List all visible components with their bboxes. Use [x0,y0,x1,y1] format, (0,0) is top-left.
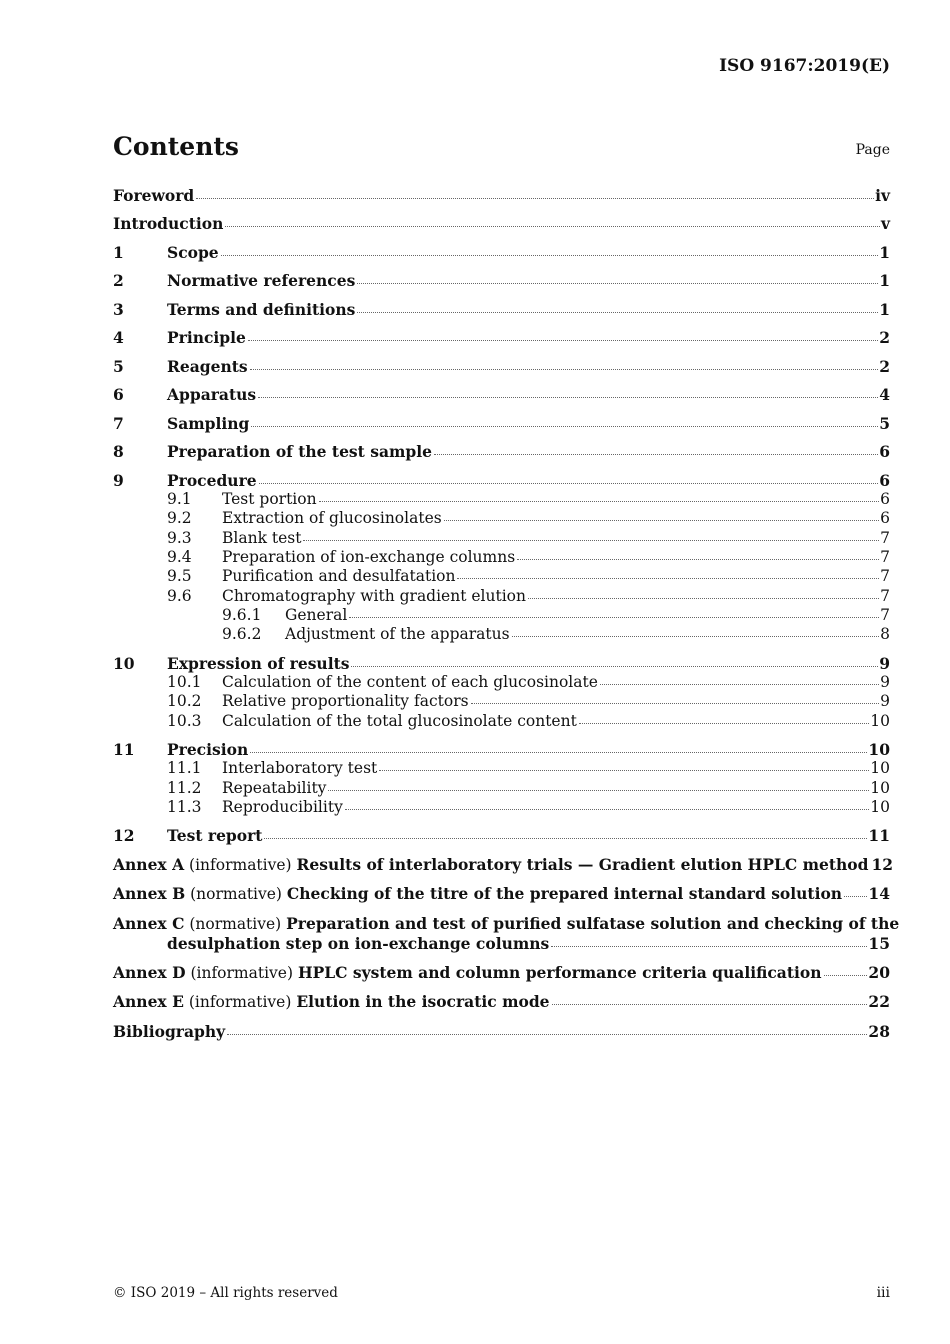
dot-leader [251,426,878,427]
toc-entry-clause-9[interactable] [113,471,890,490]
annex-label: Annex B [113,884,186,904]
contents-header [113,132,890,164]
dot-leader [349,617,879,618]
dot-leader [351,666,878,667]
toc-entry-number: 4 [113,328,124,348]
toc-entry-number: 1 [113,242,124,262]
toc-entry-annex-b[interactable] [113,884,890,904]
toc-entry-number: 10 [113,653,135,673]
copyright-notice: © ISO 2019 – All rights reserved [113,1285,338,1301]
toc-entry-page: 6 [879,442,890,462]
toc-entry-title: Calculation of the content of each glucosinolate [222,673,598,691]
document-id: ISO 9167:2019(E) [719,56,890,76]
dot-leader [196,198,874,199]
toc-entry-page: 6 [880,490,890,509]
toc-entry-title: Test report [167,826,263,846]
toc-entry-title: Terms and definitions [167,299,356,319]
toc-entry-title: Checking of the titre of the prepared internal standard solution [286,884,843,904]
table-of-contents [113,186,900,1041]
dot-leader [579,723,869,724]
toc-entry-title: Reproducibility [222,797,343,816]
toc-entry-title: Preparation of the test sample [167,442,432,462]
page-number: iii [876,1285,890,1301]
toc-entry-title: Foreword [113,186,195,205]
toc-entry-page: 5 [879,413,890,433]
dot-leader [225,226,880,227]
dot-leader [328,790,869,791]
toc-entry-number: 10.1 [167,673,202,691]
toc-entry-title: Chromatography with gradient elution [222,586,526,605]
toc-entry-number: 9.3 [167,528,192,547]
toc-entry-title: HPLC system and column performance criteria qualification [297,962,822,982]
toc-entry-page: 20 [868,962,890,982]
toc-entry-number: 11.3 [167,797,202,816]
toc-entry-title: Relative proportionality factors [222,692,469,711]
toc-entry-number: 8 [113,442,124,462]
toc-entry-title: Blank test [222,528,302,547]
toc-entry-title: Expression of results [167,653,350,673]
toc-entry-page: 4 [879,385,890,405]
toc-entry-page: 22 [868,992,890,1012]
toc-entry-number: 10.3 [167,711,202,730]
dot-leader [600,684,879,685]
toc-entry-clause-2[interactable] [113,271,890,290]
toc-entry-page: v [880,214,890,234]
dot-leader [250,369,879,370]
toc-entry-number: 11.1 [167,759,202,778]
toc-entry-clause-10[interactable] [113,654,890,673]
dot-leader [221,255,879,256]
dot-leader [844,896,867,897]
toc-entry-page: 10 [870,797,890,816]
toc-entry-number: 9.1 [167,490,192,509]
dot-leader [264,838,867,839]
toc-entry-page: 7 [880,586,890,605]
page-title: Contents [113,132,240,161]
toc-entry-annex-a[interactable] [113,854,894,875]
dot-leader [227,1034,867,1035]
toc-entry-clause-12[interactable] [113,826,890,845]
toc-entry-title: Test portion [222,490,317,509]
toc-entry-title: Extraction of glucosinolates [222,509,442,528]
dot-leader [379,770,869,771]
toc-entry-title: Purification and desulfatation [222,567,456,586]
toc-entry-clause-7[interactable] [113,414,890,433]
toc-entry-number: 3 [113,299,124,319]
toc-entry-number: 10.2 [167,692,202,711]
toc-entry-number: 9.2 [167,509,192,528]
toc-entry-9-5[interactable] [113,567,890,586]
toc-entry-title: Reagents [167,356,248,376]
toc-entry-title-line2: desulphation step on ion-exchange columns [167,934,550,954]
dot-leader [457,578,879,579]
annex-type: (informative) [188,993,292,1012]
toc-entry-page: 10 [870,759,890,778]
toc-entry-clause-3[interactable] [113,300,890,319]
toc-entry-clause-6[interactable] [113,385,890,404]
dot-leader [303,540,879,541]
toc-entry-number: 9 [113,470,124,490]
toc-entry-11-2[interactable] [113,779,890,798]
toc-entry-title: Elution in the isocratic mode [296,992,550,1012]
toc-entry-number: 11 [113,740,135,760]
toc-entry-title: Results of interlaboratory trials — Gradient elution HPLC method [296,854,869,874]
toc-entry-annex-d[interactable] [113,963,890,983]
toc-entry-page: 8 [880,625,890,644]
toc-entry-page: 9 [880,673,890,691]
toc-entry-page: 6 [880,509,890,528]
toc-entry-page: 2 [879,328,890,348]
toc-entry-number: 9.6 [167,586,192,605]
dot-leader [357,283,878,284]
toc-entry-number: 9.5 [167,567,192,586]
toc-entry-clause-4[interactable] [113,328,890,347]
toc-entry-number: 6 [113,385,124,405]
toc-entry-10-1[interactable] [113,673,890,692]
dot-leader [357,312,878,313]
toc-entry-clause-11[interactable] [113,740,890,759]
toc-entry-page: 1 [879,299,890,319]
toc-entry-annex-c[interactable] [113,913,900,954]
toc-entry-title: Scope [167,242,219,262]
dot-leader [824,975,868,976]
dot-leader [259,483,879,484]
dot-leader [434,454,878,455]
toc-entry-title: Adjustment of the apparatus [285,625,510,644]
toc-entry-title: General [285,605,348,624]
toc-entry-9-6-1[interactable] [113,606,890,625]
toc-entry-page: 6 [879,470,890,490]
toc-entry-number: 12 [113,826,135,846]
toc-entry-number: 9.6.2 [222,625,262,644]
toc-entry-9-6[interactable] [113,587,890,606]
toc-entry-title: Normative references [167,271,356,291]
toc-entry-title: Introduction [113,214,224,234]
toc-entry-10-2[interactable] [113,692,890,711]
toc-entry-9-1[interactable] [113,490,890,509]
toc-entry-page: 1 [879,271,890,291]
toc-entry-number: 7 [113,413,124,433]
toc-entry-introduction[interactable] [113,214,890,233]
toc-entry-9-2[interactable] [113,509,890,528]
toc-entry-number: 11.2 [167,778,202,797]
dot-leader [250,752,867,753]
toc-entry-title: Apparatus [167,385,257,405]
toc-entry-page: 9 [880,692,890,711]
toc-entry-title: Precision [167,740,249,760]
annex-type: (normative) [189,914,282,933]
toc-entry-title: Bibliography [113,1021,226,1041]
toc-entry-clause-5[interactable] [113,357,890,376]
toc-entry-title: Repeatability [222,778,327,797]
annex-type: (informative) [189,855,292,874]
toc-entry-page: 10 [868,740,890,760]
annex-label: Annex E [113,992,184,1012]
toc-entry-page: 1 [879,242,890,262]
toc-entry-page: 15 [868,934,890,954]
toc-entry-11-3[interactable] [113,798,890,817]
toc-entry-page: 7 [880,605,890,624]
toc-entry-page: 7 [880,548,890,567]
toc-entry-page: 2 [879,356,890,376]
annex-type: (informative) [190,963,294,982]
toc-entry-10-3[interactable] [113,712,890,731]
toc-entry-title: Interlaboratory test [222,759,378,778]
toc-entry-9-6-2[interactable] [113,625,890,644]
toc-entry-page: 9 [879,653,890,673]
dot-leader [248,340,878,341]
toc-entry-number: 5 [113,356,124,376]
toc-entry-number: 9.6.1 [222,605,262,624]
toc-entry-title-line1: Preparation and test of purified sulfatase solution and checking of the [286,913,900,933]
dot-leader [345,809,869,810]
toc-entry-page: 7 [880,567,890,586]
toc-entry-number: 9.4 [167,548,192,567]
annex-label: Annex D [113,962,186,982]
toc-entry-9-4[interactable] [113,548,890,567]
annex-label: Annex C [113,913,185,933]
dot-leader [528,598,879,599]
dot-leader [319,501,880,502]
toc-entry-page: 11 [868,826,890,846]
toc-entry-number: 2 [113,271,124,291]
annex-type: (normative) [190,885,282,904]
toc-entry-page: 28 [868,1021,890,1041]
toc-entry-foreword[interactable] [113,186,890,205]
toc-entry-page: 10 [870,778,890,797]
annex-label: Annex A [113,854,185,874]
toc-entry-title: Principle [167,328,246,348]
toc-entry-bibliography[interactable] [113,1022,890,1041]
page-column-label: Page [855,142,890,158]
toc-entry-page: 10 [870,711,890,730]
dot-leader [512,636,880,637]
toc-entry-title: Preparation of ion-exchange columns [222,548,516,567]
toc-entry-title: Calculation of the total glucosinolate content [222,711,577,730]
dot-leader [552,1004,868,1005]
toc-entry-clause-1[interactable] [113,243,890,262]
dot-leader [517,559,879,560]
toc-entry-clause-8[interactable] [113,442,890,461]
toc-entry-title: Sampling [167,413,250,433]
toc-entry-9-3[interactable] [113,529,890,548]
dot-leader [551,946,867,947]
dot-leader [471,703,880,704]
toc-entry-page: 14 [868,884,890,904]
dot-leader [444,520,879,521]
toc-entry-page: 7 [880,528,890,547]
toc-entry-11-1[interactable] [113,759,890,778]
toc-entry-title: Procedure [167,470,257,490]
dot-leader [258,397,878,398]
toc-entry-page: iv [875,186,890,205]
toc-entry-annex-e[interactable] [113,992,890,1012]
toc-entry-page: 12 [871,854,894,874]
